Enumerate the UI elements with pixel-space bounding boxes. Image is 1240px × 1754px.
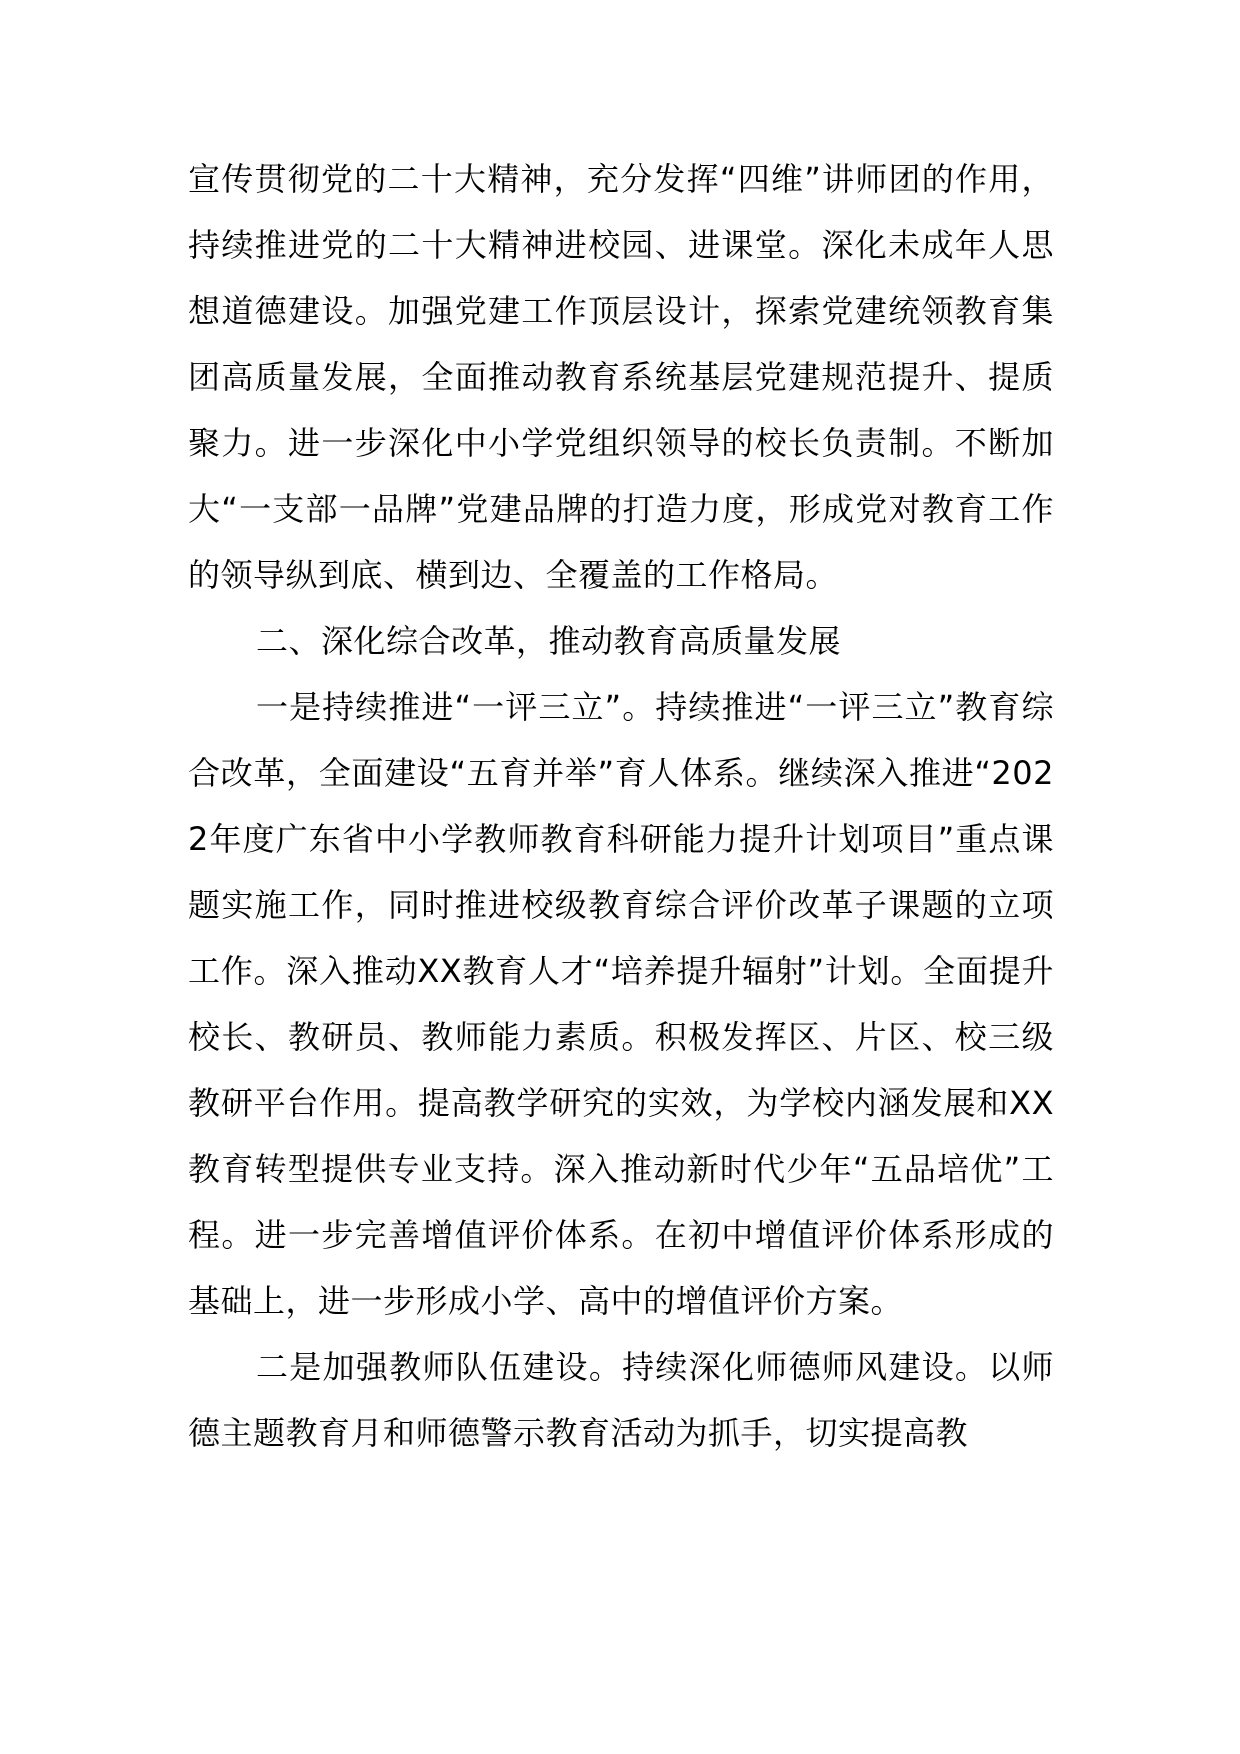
paragraph-party-building: 宣传贯彻党的二十大精神，充分发挥“四维”讲师团的作用，持续推进党的二十大精神进校园、进课堂。深化未成年人思想道德建设。加强党建工作顶层设计，探索党建统领教育集团高质量发展，全面推动教育系统基层党建规范提升、提质聚力。进一步深化中小学党组织领导的校长负责制。不断加大“一支部一品牌”党建品牌的打造力度，形成党对教育工作的领导纵到底、横到边、全覆盖的工作格局。 xyxy=(188,160,1054,594)
paragraph-one-evaluation: 一是持续推进“一评三立”。持续推进“一评三立”教育综合改革，全面建设“五育并举”育人体系。继续深入推进“2022年度广东省中小学教师教育科研能力提升计划项目”重点课题实施工作，同时推进校级教育综合评价改革子课题的立项工作。深入推动XX教育人才“培养提升辐射”计划。全面提升校长、教研员、教师能力素质。积极发挥区、片区、校三级教研平台作用。提高教学研究的实效，为学校内涵发展和XX教育转型提供专业支持。深入推动新时代少年“五品培优”工程。进一步完善增值评价体系。在初中增值评价体系形成的基础上，进一步形成小学、高中的增值评价方案。 xyxy=(188,688,1054,1320)
paragraph-teacher-team: 二是加强教师队伍建设。持续深化师德师风建设。以师德主题教育月和师德警示教育活动为抓手，切实提高教 xyxy=(188,1348,1054,1452)
section-heading-reform: 二、深化综合改革，推动教育高质量发展 xyxy=(256,622,842,660)
document-page xyxy=(188,146,1054,1466)
